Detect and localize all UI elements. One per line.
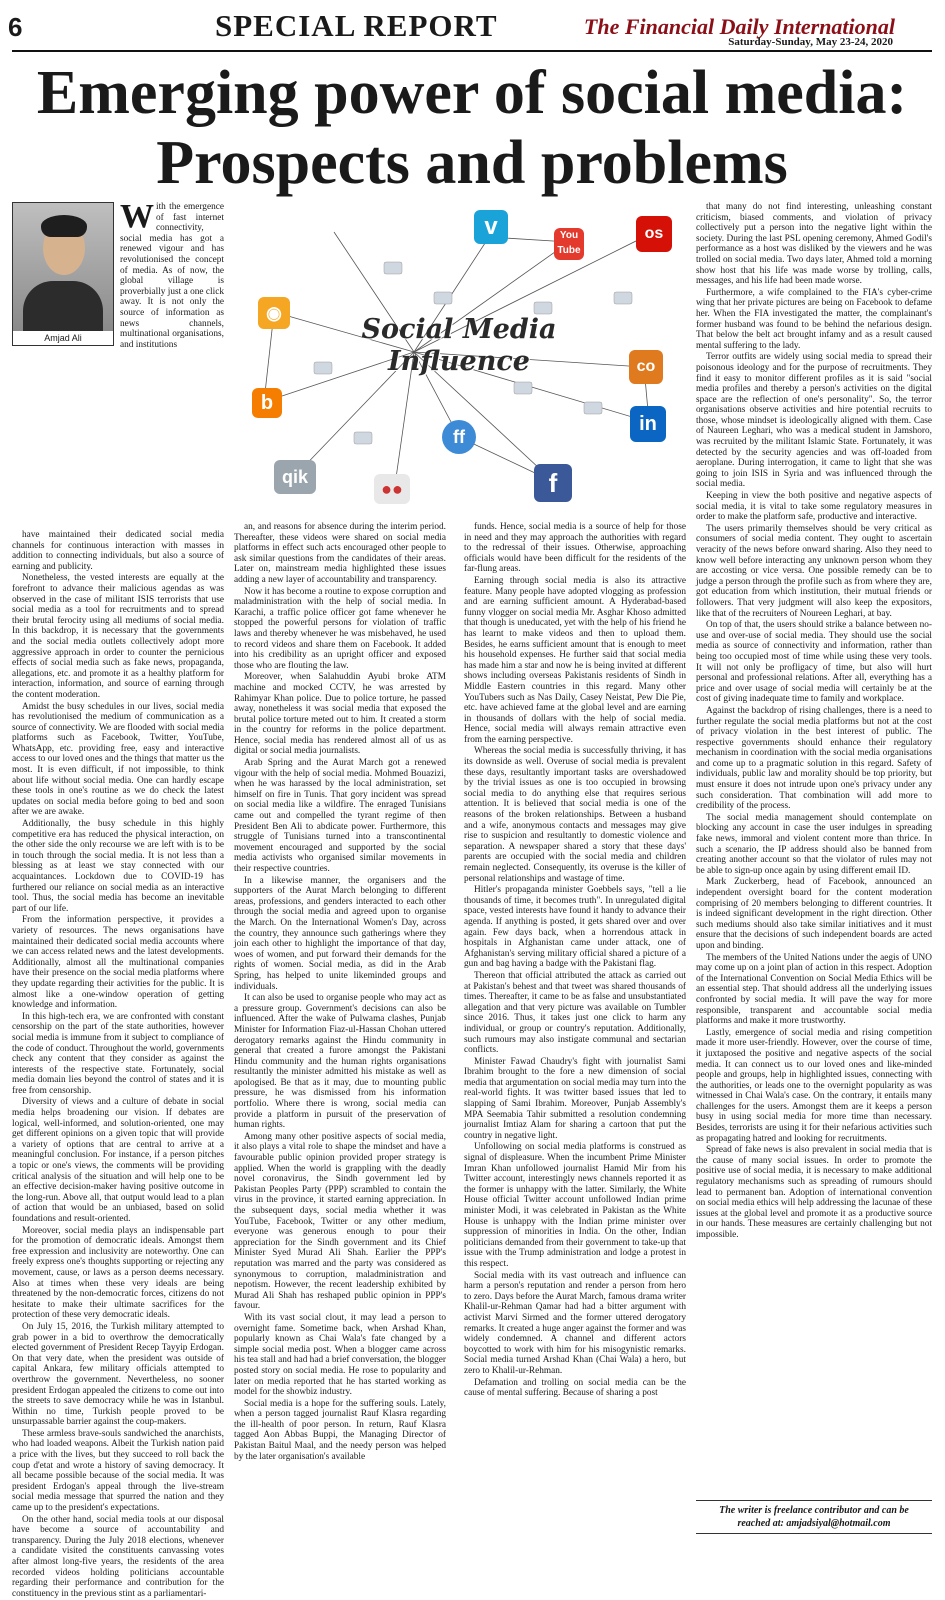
paragraph: Spread of fake news is also prevalent in social media that is the cause of many social issues. In order to promote the positive use of social media, it is necessary to make additional regulatory mechanisms such as spreading of rumours should lead to permanent ban. Adoption of international convention on social media ethics will help addressing the lacunae of these issues at the global level and promote it as a productive source in our hands. These measures are certainly challenging but not impossible. [696, 1145, 932, 1240]
linkedin-icon: in [630, 406, 666, 442]
paragraph: funds. Hence, social media is a source of help for those in need and they may approach the authorities with regard to the redressal of their issues. Otherwise, approaching officials would have been difficult for the residents of the far-flung areas. [464, 522, 686, 575]
paragraph: have maintained their dedicated social media channels for continuous interaction with masses in addition to connecting individuals, but also a source of earning and publicity. [12, 530, 224, 572]
paper-name: The Financial Daily International [583, 14, 895, 39]
paragraph: Lastly, emergence of social media and rising competition made it more user-friendly. However, over the course of time, it juxtaposed the positive and negative aspects of the social media. It can connect us to our loved ones and like-minded people and groups, help in highlighted issues, connecting with the authorities, or leads one to the overnight popularity as was witnessed in Chai Wala's case. On the contrary, it entails many challenges for the users. Amongst them are it keeps a person busy in using social media for more time than necessary. Besides, terrorists are using it for their nefarious activities such as propagating hatred and looking for recruitments. [696, 1027, 932, 1144]
author-caption: Amjad Ali [13, 331, 113, 345]
paragraph: With its vast social clout, it may lead a person to overnight fame. Sometime back, when Arshad Khan, popularly known as Chai Wala's fate changed by a simple social media post. When a blogger came across his tea stall and had had a brief conversation, the blogger posted story on social media. He rose to popularity and later on media reported that he has started working as model for the showbiz industry. [234, 1312, 446, 1398]
lastfm-icon: os [636, 216, 672, 252]
masthead [0, 0, 945, 52]
paragraph: Arab Spring and the Aurat March got a renewed vigour with the help of social media. Mohmed Bouazizi, when he was harassed by the local administration, set himself on fire in Tunis. That gory incident was spread on social media like a wildfire. The enraged Tunisians came out and compelled the tyrant regime of then President Ben Ali to abdicate power. Furthermore, this struggle of Tunisians turned into a transcontinental movement encouraged and supported by the social media activists who organised similar movements in their respective countries. [234, 758, 446, 874]
paragraph: On top of that, the users should strike a balance between no-use and over-use of social media. They should use the social media as source of connectivity and information, rather than being too occupied most of time while using these very tools. It will not only be profligacy of time, but also will hurt personal and professional relations. After all, everything has a price and over usage of social media will certainly be at the cost of giving inadequate time to family and workplace. [696, 620, 932, 705]
headline [12, 58, 932, 198]
graphic-title-line-2: Influence [388, 346, 530, 377]
paragraph: Moreover, social media plays an indispensable part for the promotion of democratic ideals. Amongst them free expression and inclusivity are noteworthy. One can freely express one's thoughts supporting or rejecting any movement, cause, or laws as a person deems necessary. Also at times when these very ideals are being threatened by the non-democratic forces, citizens do not hesitate to make their ultimate sacrifices for the protection of these very democratic ideals. [12, 1225, 224, 1321]
paragraph: These armless brave-souls sandwiched the anarchists, who had loaded weapons. Albeit the Turkish nation paid a price with the lives, but they succeed to roll back the coup d'etat and wrote a history of saving democracy. It all became possible because of the social media. It was president Erdogan's appeal through the live-stream social media message that spurred the nation and they came up to the president's expectations. [12, 1428, 224, 1514]
paragraph: Earning through social media is also its attractive feature. Many people have adopted vlogging as profession and are earning sufficient amount. A Hyderabad-based funny vlogger on social media Mr. Asghar Khoso admitted that though is uneducated, yet with the help of his friend he has learnt to make videos and then to upload them. Besides, he earns sufficient amount that is enough to meet his household expenses. He further said that social media has made him a star and now he is being invited at different shows including overseas Pakistanis residents of Sindh in Middle Eastern countries in this regard. Many other YouTubers such as Nas Daily, Casey Neistat, Pew Die Pie, etc. have achieved fame at the global level and are earning in thousands of dollars with the help of social media. Hence, social media will always remain attractive even from the earning perspective. [464, 575, 686, 745]
paragraph: Hitler's propaganda minister Goebbels says, "tell a lie thousands of time, it becomes truth". In unregulated digital space, vested interests have found it handy to advance their agenda. If anything is posted, it gets shared over and over again. Few days back, when a horrendous attack in hospitals in Afghanistan came under attack, one of Afghanistan's serving military official shared a picture of a gun and bag having a badge with the Pakistani flag. [464, 885, 686, 970]
youtube-icon: You Tube [554, 228, 584, 260]
blogger-icon: b [252, 388, 282, 418]
people-icon: ●● [374, 474, 410, 504]
paragraph: Against the backdrop of rising challenges, there is a need to further regulate the social media platforms but not at the cost of privacy violation in the best interest of public. The respective governments should enhance their regulatory mechanism in coordination with the social media organisations and come up to a pragmatic solution in this regard. Safety of individuals, public law and morality should be top priority, but must ensure it does not intrude upon one's privacy under any such consideration. That combination will add more to credibility of the process. [696, 705, 932, 812]
author-photo [12, 202, 114, 346]
friendfeed-icon: ff [442, 420, 476, 454]
paragraph: Among many other positive aspects of social media, it also plays a vital role to shape the mindset and have a favourable public opinion provided proper strategy is applied. When the world is grappling with the deadly novel coronavirus, the Sindh government led by Pakistan Peoples Party (PPP) scrambled to contain the virus in the province, it started earning appreciation. In the subsequent days, social media whether it was YouTube, Facebook, Twitter or any other medium, everyone was generous enough to pour their appreciation for the Sindh government and its Chief Minister Syed Murad Ali Shah. Earlier the PPP's reputation was marred and the party was considered as synonymous to corruption, maladministration and nepotism. However, the recent leadership exhibited by Murad Ali Shah has reshaped public opinion in PPP's favour. [234, 1131, 446, 1312]
paragraph: It can also be used to organise people who may act as a pressure group. Government's decisions can also be influenced. After the wake of Pulwama clashes, Punjab Minister for Information Fiaz-ul-Hassan Chohan uttered derogatory remarks against the Hindu community in general that created a furore amongst the Pakistani Hindu community and the human rights organisations resultantly the minister admitted his mistake as well as apologised. Be that as it may, due to mounting public pressure, he was dismissed from his information portfolio. Where there is wrong, social media can provide a platform in pursuit of the preservation of human rights. [234, 993, 446, 1131]
headline-line-1: Emerging power of social media: [36, 59, 908, 127]
column-2 [234, 522, 446, 1463]
paragraph: Thereon that official attributed the attack as carried out at Pakistan's behest and that tweet was shared thousands of times. Thereafter, it came to be as false and unsubstantiated allegation and that very picture was available on Tumbler since 2016. Thus, it takes just one click to harm any individual, or group or country's reputation. Additionally, such rumours may also instigate communal and sectarian conflicts. [464, 970, 686, 1056]
paragraph: In this high-tech era, we are confronted with constant censorship on the part of the state authorities, however social media is immune from it subject to compliance of the code of conduct. Throughout the world, governments check any content that they consider as against the interests of the respective state. Fortunately, social media domain lies beyond the control of states and it is free from censorship. [12, 1011, 224, 1096]
paragraph: Nonetheless, the vested interests are equally at the forefront to advance their malicious agendas as was observed in the case of militant ISIS terrorists that use social media as a tool for recruitments and to spread their brutal ferocity using all mediums of social media. In this backdrop, it is necessary that the governments and the social media outlets collectively adopt more aggressive approach in order to counter the pernicious effects of social media such as fake news, propaganda, allegations, etc. and promote it as a healthy platform for interaction, information, and source of earning through the content moderation. [12, 573, 224, 700]
paragraph: Mark Zuckerberg, head of Facebook, announced an independent oversight board for the content moderation comprising of 20 members belonging to different countries. It is indeed significant development in the right direction. Other such mediums should also take similar initiatives and it must ensure that the decisions of such independent boards are acted upon and binding. [696, 877, 932, 951]
graphic-title [344, 314, 574, 378]
paragraph: Moreover, when Salahuddin Ayubi broke ATM machine and mocked CCTV, he was arrested by Rahimyar Khan police. Due to police torture, he passed away, nonetheless it was social media that exposed the brutal police torture meted out to him. It created a storm in the country for reforms in the police department. Hence, social media has rendered almost all of us as digital or social media journalists. [234, 672, 446, 757]
lead-paragraph [120, 198, 224, 350]
paragraph: Defamation and trolling on social media can be the cause of mental suffering. Because of sharing a post [464, 1377, 686, 1399]
paragraph: Social media is a hope for the suffering souls. Lately, when a person tagged journalist Rauf Klasra regarding the ill-health of poor person. In return, Rauf Klasra tagged Aon Abbas Buppi, the Managing Director of Pakistan Baitul Maal, and the needy person was helped by the later organisation's available [234, 1398, 446, 1462]
author-portrait [13, 203, 113, 331]
paragraph: The social media management should contemplate on blocking any account in case the user indulges in spreading fake news, immoral and violent content more than thrice. In such a scenario, the IP address should also be banned from creating another account so that the violator of rules may not be able to sign-up once again by using different email ID. [696, 812, 932, 876]
paragraph: an, and reasons for absence during the interim period. Thereafter, these videos were shared on social media platforms in effect such acts encouraged other people to ask similar questions from the candidates of their areas. Later on, mainstream media highlighted these issues adding a new layer of accountability and transparency. [234, 522, 446, 585]
column-4 [696, 202, 932, 1242]
paragraph: From the information perspective, it provides a variety of resources. The news organisations have maintained their dedicated social media accounts where we can access related news and the latest developments. Additionally, almost all the multinational companies have their presence on the social media platforms where they update regarding their activities for the public. It is almost like a one-window operation of getting knowledge and information. [12, 915, 224, 1011]
paragraph: Minister Fawad Chaudry's fight with journalist Sami Ibrahim brought to the fore a new dimension of social media that argumentation on social media may turn into the real-world fights. It was twitter based issues that led to slapping of Sami Ibrahim. Moreover, Punjab Assembly's MPA Seemabia Tahir submitted a resolution condemning journalist Imtiaz Alam for sharing a cartoon that put the country in negative light. [464, 1056, 686, 1141]
graphic-title-line-1: Social Media [361, 314, 557, 345]
paragraph: Social media with its vast outreach and influence can harm a person's reputation and render a person from hero to zero. Days before the Aurat March, famous drama writer Khalil-ur-Rehman Qamar had had a bitter argument with activist Marvi Sirmed and the former uttered derogatory remarks. It created a huge anger against the former and was widely condemned. A channel and different actors boycotted to work with him for his misogynistic remarks. Social media turned Arshad Khan (Chai Wala) a hero, but zero to Khalil-ur-Rehman. [464, 1270, 686, 1376]
headline-line-2: Prospects and problems [156, 129, 788, 197]
vimeo-icon: v [474, 210, 508, 244]
paragraph: Additionally, the busy schedule in this highly competitive era has reduced the physical interaction, on the other side the only recourse we are left with is to be in touch through the social media. It is not less than a blessing as at least we stay connected with our acquaintances. Lockdown due to COVID-19 has furthered our reliance on social media as an interactive tool. Thus, the social media has become an inevitable part of our life. [12, 819, 224, 914]
issue-date: Saturday-Sunday, May 23-24, 2020 [728, 36, 893, 48]
column-3 [464, 522, 686, 1400]
paragraph: In a likewise manner, the organisers and the supporters of the Aurat March belonging to different areas, professions, and genders interacted to each other through the social media and agreed upon to organise the March. On the International Women's Day, across the country, they announce such gatherings where they join each other to highlight the importance of that day, woes of women, and put forward their demands for the rights of women. Social media, as did in the Arab Spring, has helped to unite likeminded groups and individuals. [234, 875, 446, 992]
column-1 [12, 530, 224, 1600]
paragraph: Whereas the social media is successfully thriving, it has its downside as well. Overuse of social media is prevalent these days, resultantly important tasks are overshadowed by the trivial issues as one is too occupied in browsing social media to do anything else that requires serious attention. It is believed that social media is one of the reasons of the broken relationships. Between a husband and a wife, anonymous contacts and messages may give rise to suspicion and resultantly to domestic violence and separation. A newspaper shared a story that these days' parents are occupied with the social media and children remain neglected. Consequently, its overuse is the killer of personal relationships and wastage of time. [464, 746, 686, 884]
paragraph: that many do not find interesting, unleashing constant criticism, biased comments, and violation of privacy collectively put a person into the negative light within the society. During the last PSL opening ceremony, Ahmed Godil's performance as a host was disliked by the viewers and he was trolled on social media. Two days later, Ahmed told a morning show host that his life was made worse by trolling, calls, messages, and his life had been made worse. [696, 202, 932, 287]
paragraph: Unfollowing on social media platforms is construed as signal of displeasure. When the incumbent Prime Minister Imran Khan unfollowed journalist Hamid Mir from his Twitter account, interestingly news channels reported it as the former is unhappy with the latter. Similarly, the White House official Twitter account unfollowed Indian prime minister Modi, it was celebrated in Pakistan as the White House is unhappy with the Indian prime minister over suppression of minorities in India. On the other, Indian politicians demanded from their government to take-up that issue with the Trump administration and lodge a protest in this respect. [464, 1142, 686, 1269]
rss-icon: ◉ [258, 297, 290, 329]
lead-text: ith the emergence of fast internet connectivity, social media has got a renewed vigour and has revolutionised the concept of media. As of now, the global village is proverbially just a one click away. It is not only the source of information as news channels, multinational organisations, and institutions [120, 202, 224, 350]
paragraph: On the other hand, social media tools at our disposal have become a source of accountability and transparency. During the July 2018 elections, whenever a candidate visited the constituents canvassing votes after almost long-five years, the residents of the area recorded videos holding politicians accountable regarding their performance and contribution for the constituency in the previous stint as a parliamentari- [12, 1514, 224, 1599]
paragraph: Furthermore, a wife complained to the FIA's cyber-crime wing that her private pictures are being on Facebook to defame her. When the FIA investigated the matter, the complainant's former husband was found to be behind the nefarious design. That below the belt act brought infamy and as a result caused mental suffering to the lady. [696, 287, 932, 351]
facebook-icon: f [534, 464, 572, 502]
paragraph: Keeping in view the both positive and negative aspects of social media, it is vital to take some regulatory measures in order to make the platform safe, productive and interactive. [696, 491, 932, 523]
paragraph: The users primarily themselves should be very critical as consumers of social media content. They ought to ascertain veracity of the news before onward sharing. Also they need to know well before interacting any unknown person whom they are accosting or vice versa. One possible remedy can be to judge a person through the profile such as from where they are, got education from which institution, their mutual friends or followers. That very judgment will also keep the expositors, like that of the recruiters of Noureen Leghari, at bay. [696, 523, 932, 619]
qik-icon: qik [274, 460, 316, 494]
drop-cap: W [120, 198, 154, 235]
paragraph: Terror outfits are widely using social media to spread their poisonous ideology and for the purpose of recruitments. They find it easy to monitor different profiles as it is said "social media profiles and thereby a person's activities on the digital space are the reflection of one's personality". So, the terror organisations observe activities and hire potential recruits to those, whose mindset is ideologically aligned with them. Case of Naureen Leghari, who was a medical student in Jamshoro, was recruited by the militant Islamic State. Fortunately, it was detected by the security agencies and was off-loaded from aeroplane. During interrogation, it came to light that she was going to join ISIS in Syria and was influenced through the social media. [696, 352, 932, 490]
author-email: reached at: amjadsiyal@hotmail.com [737, 1518, 891, 1529]
paragraph: Amidst the busy schedules in our lives, social media has revolutionised the medium of communication as a source of connectivity. We are flooded with social media platforms such as Facebook, Twitter, YouTube, WhatsApp, etc. providing free, easy and interactive access to our loved ones and the things that matter us the most. It is even difficult, if not impossible, to think about life without social media. One can hardly escape these tools in one's routine as we do check the latest updates on social media before going to bed and soon after we are awake. [12, 701, 224, 818]
co-icon: co [629, 350, 663, 384]
author-note [696, 1500, 932, 1534]
paragraph: Diversity of views and a culture of debate in social media helps broadening our vision. If debates are logical, well-informed, and solution-oriented, one may get different opinions on a given topic that will provide a variety of options that are central to arrive at a meaningful conclusion. For instance, if a person pitches a topic or one's views, the comments will be providing critical analysis of the situation and will help one to be an effective decision-maker having positive outcome in the long-run. Above all, that output would lead to a plan of action that would be an unbiased, based on solid foundations and result-oriented. [12, 1097, 224, 1224]
section-title: SPECIAL REPORT [215, 8, 498, 43]
paragraph: The members of the United Nations under the aegis of UNO may come up on a joint plan of action in this respect. Adoption of the International Convention on Social Media Ethics will be an essential step. That should address all the underlying issues confronted by social media. It will pave the way for more responsible, transparent and accountable social media platforms and make it more trustworthy. [696, 952, 932, 1027]
author-note-line-1: The writer is freelance contributor and can be [719, 1505, 909, 1516]
paragraph: Now it has become a routine to expose corruption and maladministration with the help of social media. In Karachi, a traffic police officer got fame whenever he stopped the powerful persons for violation of traffic laws and thereby whenever he was misbehaved, he used to record videos and share them on Facebook. It added into his credibility as an upright officer and exposed those who are flouting the law. [234, 586, 446, 671]
social-media-graphic [234, 202, 686, 514]
masthead-rule [12, 50, 932, 52]
page-number: 6 [8, 12, 23, 42]
paragraph: On July 15, 2016, the Turkish military attempted to grab power in a bid to overthrow the democratically elected government of President Recep Tayyip Erdogan. On that very date, when the president was outside of capital Ankara, few military officials attempted to overthrow the government. Nevertheless, no sooner president Erdogan appealed the citizens to come out into the streets to save democracy while he was in Istanbul. Within no time, Turkish people proved to be unsurpassable barrier against the coup-makers. [12, 1321, 224, 1428]
